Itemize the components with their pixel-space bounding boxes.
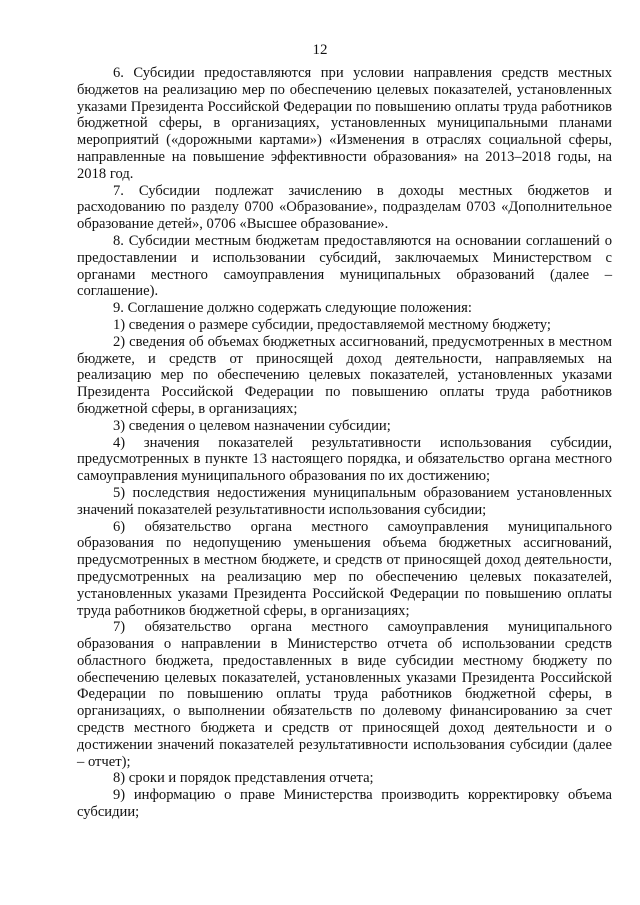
document-body [77,65,612,821]
list-item-7: 7) обязательство органа местного самоуправления муниципального образования о направлении в Министерство отчета об использовании средств областного бюджета, предоставленных в виде субсидии местному бюджету по обеспечению целевых показателей, установленных указами Президента Российской Федерации по повышению оплаты труда работников бюджетной сферы, в организациях, о выполнении обязательств по долевому финансированию за счет средств местного бюджета и средств от приносящей доход деятельности и о достижении значений показателей результативности использования субсидии (далее – отчет); [77,619,612,770]
paragraph-7-crediting: 7. Субсидии подлежат зачислению в доходы местных бюджетов и расходованию по разделу 0700 «Образование», подразделам 0703 «Дополнительное образование детей», 0706 «Высшее образование». [77,182,612,233]
list-item-2: 2) сведения об объемах бюджетных ассигнований, предусмотренных в местном бюджете, и средств от приносящей доход деятельности, направляемых на реализацию мер по обеспечению целевых показателей, установленных указами Президента Российской Федерации по повышению оплаты труда работников бюджетной сферы, в организациях; [77,333,612,417]
list-item-8: 8) сроки и порядок представления отчета; [113,770,374,787]
paragraph-9-agreement-contents: 9. Соглашение должно содержать следующие положения: [113,300,472,317]
list-item-1: 1) сведения о размере субсидии, предоставляемой местному бюджету; [113,316,551,333]
list-item-4: 4) значения показателей результативности использования субсидии, предусмотренных в пункте 13 настоящего порядка, и обязательство органа местного самоуправления муниципального образования по их достижению; [77,434,612,485]
paragraph-8-agreements: 8. Субсидии местным бюджетам предоставляются на основании соглашений о предоставлении и использовании субсидий, заключаемых Министерством с органами местного самоуправления муниципальных образований (далее – соглашение). [77,232,612,300]
list-item-9: 9) информацию о праве Министерства производить корректировку объема субсидии; [77,787,612,821]
list-item-3: 3) сведения о целевом назначении субсидии; [113,417,391,434]
list-item-5: 5) последствия недостижения муниципальным образованием установленных значений показателей результативности использования субсидии; [77,484,612,518]
paragraph-6-condition: 6. Субсидии предоставляются при условии направления средств местных бюджетов на реализацию мер по обеспечению целевых показателей, установленных указами Президента Российской Федерации по повышению оплаты труда работников бюджетной сферы, в организациях, установленных муниципальными планами мероприятий («дорожными картами») «Изменения в отраслях социальной сферы, направленные на повышение эффективности образования» на 2013–2018 годы, на 2018 год. [77,65,612,182]
page-number: 12 [312,42,328,58]
list-item-6: 6) обязательство органа местного самоуправления муниципального образования по недопущению уменьшения объема бюджетных ассигнований, предусмотренных в местном бюджете, и средств от приносящей доход деятельности, предусмотренных на реализацию мер по обеспечению целевых показателей, установленных указами Президента Российской Федерации по повышению оплаты труда работников бюджетной сферы, в организациях; [77,518,612,619]
